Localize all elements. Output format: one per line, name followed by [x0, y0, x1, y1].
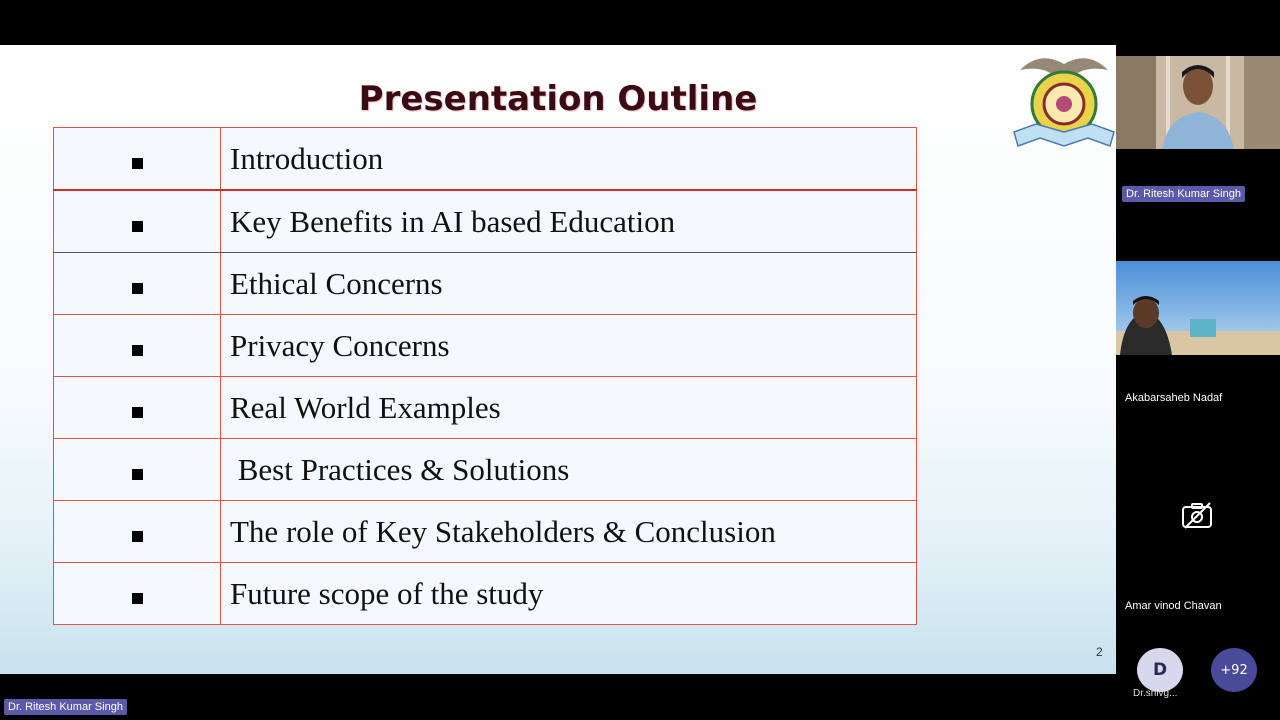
outline-row	[54, 128, 917, 191]
outline-item: Real World Examples	[221, 377, 917, 439]
bullet-cell	[54, 377, 221, 439]
outline-item: Key Benefits in AI based Education	[221, 190, 917, 253]
outline-row	[54, 501, 917, 563]
square-bullet-icon	[132, 531, 143, 542]
speaker-video-tile[interactable]	[1116, 56, 1280, 149]
bullet-cell	[54, 128, 221, 191]
outline-item: Introduction	[221, 128, 917, 191]
participant-avatar[interactable]	[1137, 648, 1183, 692]
more-count: +92	[1220, 662, 1248, 678]
outline-row	[54, 315, 917, 377]
bullet-cell	[54, 563, 221, 625]
square-bullet-icon	[132, 407, 143, 418]
active-speaker-label: Dr. Ritesh Kumar Singh	[4, 699, 127, 715]
outline-item: Ethical Concerns	[221, 253, 917, 315]
square-bullet-icon	[132, 469, 143, 480]
outline-row	[54, 190, 917, 253]
avatar-name-label: Dr.shivg...	[1133, 688, 1178, 699]
participant-name-label: Amar vinod Chavan	[1125, 600, 1222, 612]
outline-item: Future scope of the study	[221, 563, 917, 625]
bullet-cell	[54, 439, 221, 501]
outline-row	[54, 563, 917, 625]
bullet-cell	[54, 501, 221, 563]
square-bullet-icon	[132, 345, 143, 356]
outline-row	[54, 439, 917, 501]
slide-page-number: 2	[1096, 645, 1103, 659]
participant-video-tile[interactable]	[1116, 261, 1280, 355]
bullet-cell	[54, 253, 221, 315]
participant-name-label: Akabarsaheb Nadaf	[1125, 392, 1223, 404]
square-bullet-icon	[132, 593, 143, 604]
more-participants-button[interactable]	[1211, 648, 1257, 692]
outline-item: Privacy Concerns	[221, 315, 917, 377]
outline-row	[54, 377, 917, 439]
square-bullet-icon	[132, 221, 143, 232]
outline-row	[54, 253, 917, 315]
camera-off-icon	[1180, 500, 1214, 530]
speaker-name-label: Dr. Ritesh Kumar Singh	[1122, 186, 1245, 202]
speaker-video-feed	[1116, 56, 1280, 149]
outline-item: Best Practices & Solutions	[221, 439, 917, 501]
square-bullet-icon	[132, 158, 143, 169]
bullet-cell	[54, 315, 221, 377]
avatar-initial: D	[1152, 660, 1168, 680]
square-bullet-icon	[132, 283, 143, 294]
participant-video-feed	[1116, 261, 1280, 355]
university-logo	[1010, 48, 1116, 152]
outline-table	[53, 127, 917, 625]
slide-title: Presentation Outline	[358, 79, 758, 119]
presentation-slide	[0, 45, 1116, 674]
bullet-cell	[54, 190, 221, 253]
outline-item: The role of Key Stakeholders & Conclusion	[221, 501, 917, 563]
